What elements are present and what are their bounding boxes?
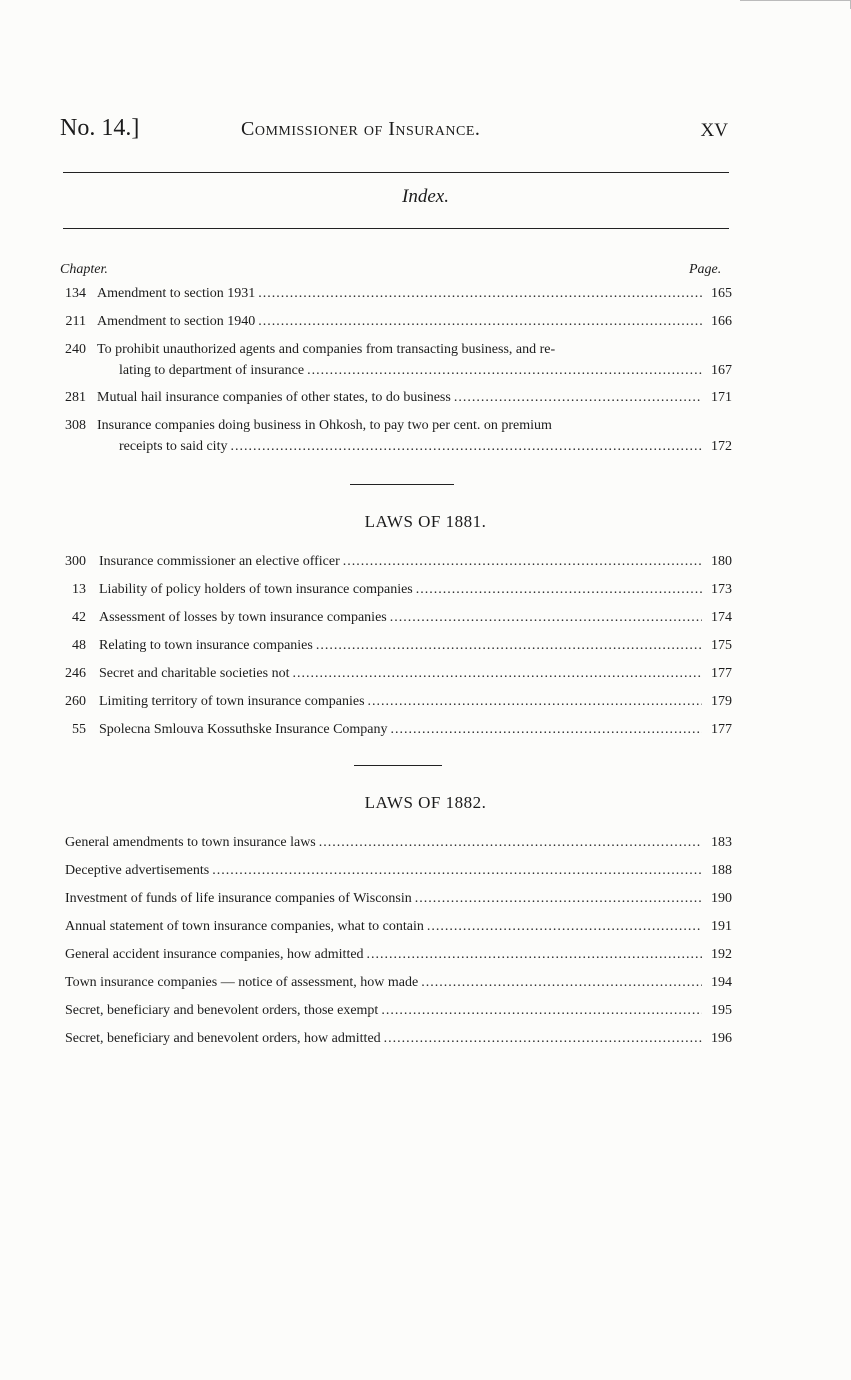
dot-leader [413, 579, 702, 600]
dot-leader [304, 360, 702, 381]
entry-text: Spolecna Smlouva Kossuthske Insurance Company [99, 722, 388, 737]
entry-text: Secret and charitable societies not [99, 666, 290, 681]
entry-page: 174 [711, 610, 732, 625]
entry-text-continued: lating to department of insurance [119, 363, 305, 378]
entry-text: Insurance companies doing business in Ohkosh, to pay two per cent. on premium [97, 418, 552, 433]
dot-leader [340, 551, 702, 572]
entry-page: 173 [711, 582, 732, 597]
dot-leader [227, 436, 702, 457]
index-title: Index. [402, 186, 449, 207]
entry-page: 165 [711, 286, 732, 301]
entry-text: Mutual hail insurance companies of other states, to do business [97, 390, 451, 405]
entry-page: 191 [711, 919, 732, 934]
entry-text: Amendment to section 1940 [97, 314, 256, 329]
dot-leader [313, 635, 702, 656]
entry-page: 192 [711, 947, 732, 962]
dot-leader [451, 387, 702, 408]
entry-page: 167 [711, 363, 732, 378]
entry-page: 180 [711, 554, 732, 569]
dot-leader [255, 283, 702, 304]
entry-text: Deceptive advertisements [65, 863, 210, 878]
dot-leader [365, 691, 702, 712]
chapter-number: 42 [72, 610, 86, 625]
entry-text: Annual statement of town insurance companies, what to contain [65, 919, 424, 934]
dot-leader [381, 1028, 702, 1049]
entry-text: Amendment to section 1931 [97, 286, 256, 301]
chapter-number: 308 [65, 418, 86, 433]
dot-leader [378, 1000, 702, 1021]
title-rule [63, 228, 729, 229]
entry-page: 171 [711, 390, 732, 405]
entry-page: 175 [711, 638, 732, 653]
entry-line [99, 635, 732, 656]
chapter-number: 260 [65, 694, 86, 709]
entry-line [65, 972, 732, 993]
index-entry [56, 415, 732, 457]
chapter-number: 13 [72, 582, 86, 597]
header-rule [63, 172, 729, 173]
entry-page: 194 [711, 975, 732, 990]
entry-line [65, 1028, 732, 1049]
section-title-1881: LAWS OF 1881. [364, 512, 487, 531]
chapter-column-heading: Chapter. [60, 262, 108, 277]
entry-page: 177 [711, 666, 732, 681]
dot-leader [289, 663, 702, 684]
entry-text: General accident insurance companies, how admitted [65, 947, 364, 962]
chapter-number: 300 [65, 554, 86, 569]
entry-page: 195 [711, 1003, 732, 1018]
entry-line [65, 916, 732, 937]
entry-line [99, 691, 732, 712]
entry-text-continued: receipts to said city [119, 439, 228, 454]
index-entry [56, 339, 732, 381]
running-header [60, 115, 732, 145]
entry-line [97, 387, 732, 408]
entry-line [97, 311, 732, 332]
dot-leader [388, 719, 702, 740]
entry-text: Liability of policy holders of town insurance companies [99, 582, 413, 597]
entry-line [65, 860, 732, 881]
entry-text: Limiting territory of town insurance companies [99, 694, 365, 709]
chapter-number: 55 [72, 722, 86, 737]
entry-line [119, 436, 732, 457]
chapter-number: 281 [65, 390, 86, 405]
entry-line [65, 832, 732, 853]
section-title-1882: LAWS OF 1882. [364, 793, 487, 812]
chapter-number: 134 [65, 286, 86, 301]
chapter-number: 240 [65, 342, 86, 357]
dot-leader [255, 311, 702, 332]
entry-page: 190 [711, 891, 732, 906]
document-number: No. 14.] [60, 115, 140, 141]
running-title: Commissioner of Insurance. [241, 118, 481, 140]
chapter-number: 211 [65, 314, 86, 329]
entry-text: Secret, beneficiary and benevolent orders, how admitted [65, 1031, 381, 1046]
entry-page: 172 [711, 439, 732, 454]
page-number: XV [700, 120, 728, 141]
page-edge [740, 0, 851, 9]
entry-line [119, 360, 732, 381]
section-divider [350, 484, 454, 485]
entry-text: Secret, beneficiary and benevolent orders, those exempt [65, 1003, 379, 1018]
dot-leader [412, 888, 702, 909]
dot-leader [418, 972, 702, 993]
dot-leader [424, 916, 702, 937]
entry-text: Assessment of losses by town insurance companies [99, 610, 387, 625]
entry-page: 183 [711, 835, 732, 850]
dot-leader [364, 944, 702, 965]
entry-page: 177 [711, 722, 732, 737]
dot-leader [387, 607, 702, 628]
entry-line [65, 888, 732, 909]
entry-line [65, 1000, 732, 1021]
entry-text: Insurance commissioner an elective officer [99, 554, 340, 569]
section-divider [354, 765, 442, 766]
entry-page: 179 [711, 694, 732, 709]
entry-page: 188 [711, 863, 732, 878]
chapter-number: 48 [72, 638, 86, 653]
page-column-heading: Page. [689, 262, 722, 277]
entry-line [99, 551, 732, 572]
entry-line [65, 944, 732, 965]
entry-line [99, 663, 732, 684]
entry-line [99, 607, 732, 628]
entry-page: 196 [711, 1031, 732, 1046]
entry-line [99, 719, 732, 740]
dot-leader [209, 860, 702, 881]
entry-text: Investment of funds of life insurance companies of Wisconsin [65, 891, 412, 906]
entry-text: Town insurance companies — notice of assessment, how made [65, 975, 419, 990]
chapter-number: 246 [65, 666, 86, 681]
entry-text: To prohibit unauthorized agents and companies from transacting business, and re- [97, 342, 556, 357]
entry-page: 166 [711, 314, 732, 329]
entry-text: General amendments to town insurance laws [65, 835, 316, 850]
entry-text: Relating to town insurance companies [99, 638, 313, 653]
entry-line [97, 283, 732, 304]
entry-line [99, 579, 732, 600]
dot-leader [316, 832, 702, 853]
